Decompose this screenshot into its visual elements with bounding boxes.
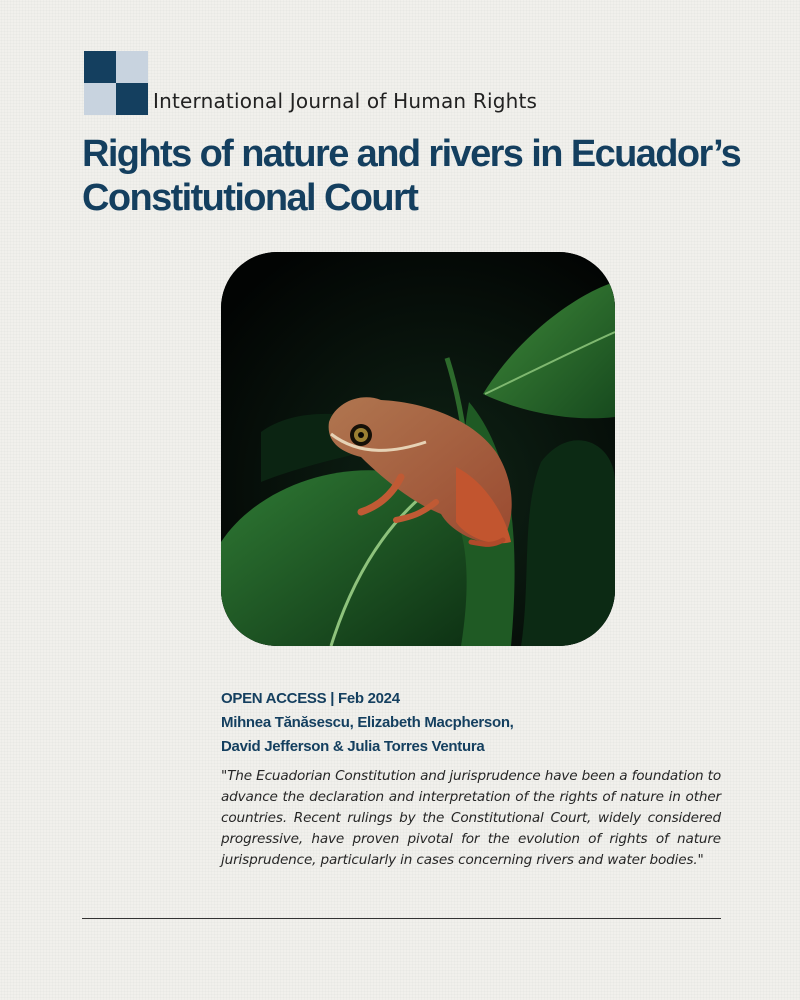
divider-line	[82, 918, 721, 919]
frog-eye-pupil	[358, 432, 364, 438]
article-title: Rights of nature and rivers in Ecuador’s Constitutional Court	[82, 133, 741, 219]
article-meta	[221, 687, 721, 759]
logo-square-light-bottom	[84, 83, 116, 115]
frog-photo	[221, 252, 615, 646]
authors-line-1: Mihnea Tănăsescu, Elizabeth Macpherson,	[221, 714, 514, 731]
logo-square-dark-bottom	[116, 83, 148, 115]
journal-name: International Journal of Human Rights	[153, 89, 538, 113]
abstract-quote: "The Ecuadorian Constitution and jurisprudence have been a foundation to advance the declaration and interpretation of the rights of nature in other countries. Recent rulings by the Constitutional Court, widely considered progressive, have proven pivotal for the evolution of rights of nature jurisprudence, particularly in cases concerning rivers and water bodies."	[221, 768, 721, 868]
logo-square-dark-top	[84, 51, 116, 83]
journal-logo	[84, 51, 148, 115]
logo-square-light-top	[116, 51, 148, 83]
access-date: OPEN ACCESS | Feb 2024	[221, 690, 400, 707]
authors-line-2: David Jefferson & Julia Torres Ventura	[221, 738, 485, 755]
